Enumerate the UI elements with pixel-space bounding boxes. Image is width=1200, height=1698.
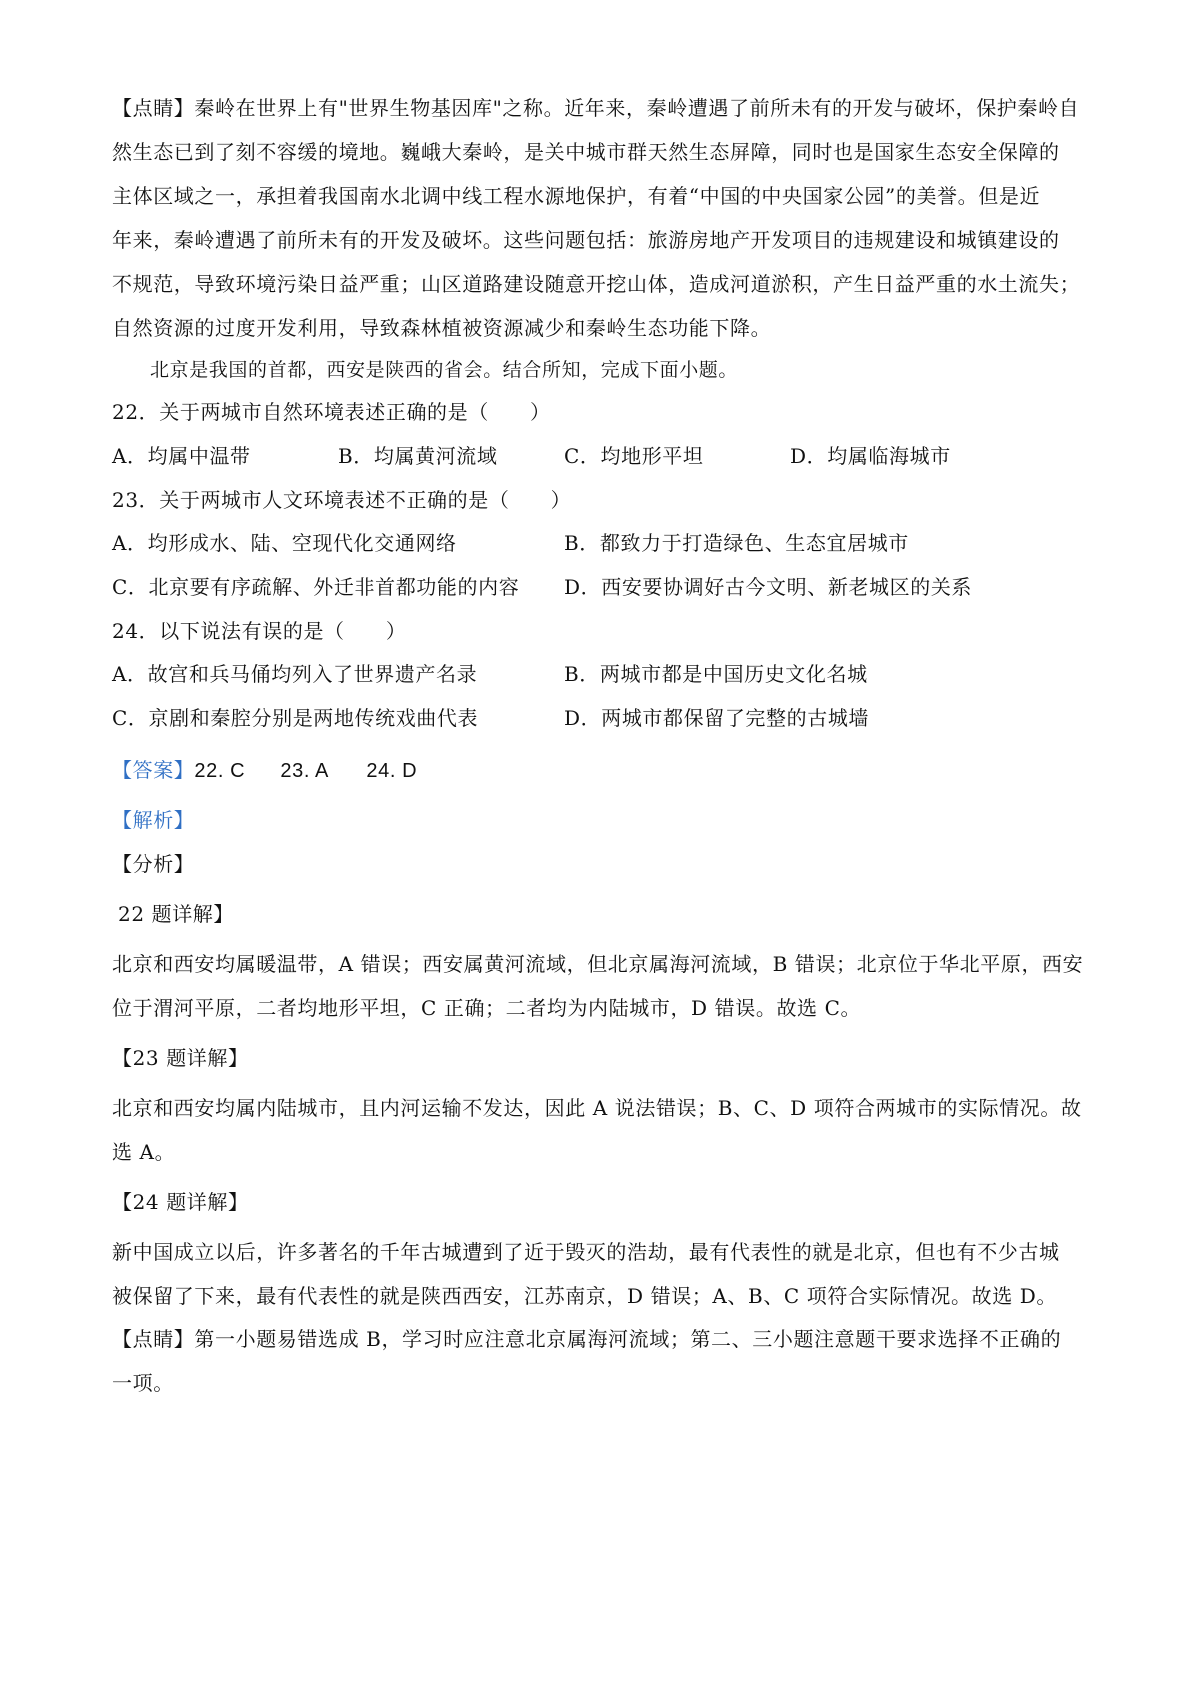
q24-option-a: A．故宫和兵马俑均列入了世界遗产名录 — [112, 662, 478, 686]
question-22-stem: 22．关于两城市自然环境表述正确的是（ ） — [112, 400, 551, 424]
q22-option-a: A．均属中温带 — [112, 444, 251, 468]
answer-24: 24. D — [366, 760, 418, 782]
dianjing2-line-1: 【点睛】第一小题易错选成 B，学习时应注意北京属海河流域；第二、三小题注意题干要求选择不正确的 — [112, 1327, 1062, 1351]
q23-option-a: A．均形成水、陆、空现代化交通网络 — [112, 531, 457, 555]
q22-option-b: B．均属黄河流域 — [338, 444, 498, 468]
question-24-stem: 24．以下说法有误的是（ ） — [112, 619, 407, 643]
dianjing1-line-1: 【点睛】秦岭在世界上有"世界生物基因库"之称。近年来，秦岭遭遇了前所未有的开发与破坏，保护秦岭自 — [112, 96, 1080, 120]
q24-option-d: D．两城市都保留了完整的古城墙 — [564, 706, 870, 730]
detail-23-line-1: 北京和西安均属内陆城市，且内河运输不发达，因此 A 说法错误；B、C、D 项符合两城市的实际情况。故 — [112, 1096, 1082, 1120]
detail-24-line-1: 新中国成立以后，许多著名的千年古城遭到了近于毁灭的浩劫，最有代表性的就是北京，但也有不少古城 — [112, 1240, 1060, 1264]
detail-24-line-2: 被保留了下来，最有代表性的就是陕西西安，江苏南京，D 错误；A、B、C 项符合实际情况。故选 D。 — [112, 1284, 1057, 1308]
dianjing2-line-2: 一项。 — [112, 1371, 174, 1395]
q23-option-c: C．北京要有序疏解、外迁非首都功能的内容 — [112, 575, 520, 599]
detail-23-line-2: 选 A。 — [112, 1140, 176, 1164]
material-intro: 北京是我国的首都，西安是陕西的省会。结合所知，完成下面小题。 — [150, 359, 739, 381]
detail-22-line-2: 位于渭河平原，二者均地形平坦，C 正确；二者均为内陆城市，D 错误。故选 C。 — [112, 996, 862, 1020]
detail-23-title: 【23 题详解】 — [112, 1046, 249, 1070]
q24-option-b: B．两城市都是中国历史文化名城 — [564, 662, 868, 686]
answer-line — [112, 756, 1102, 785]
q23-option-d: D．西安要协调好古今文明、新老城区的关系 — [564, 575, 973, 599]
detail-22-title: 22 题详解】 — [118, 902, 235, 926]
q24-option-c: C．京剧和秦腔分别是两地传统戏曲代表 — [112, 706, 479, 730]
answer-23: 23. A — [280, 760, 330, 782]
answer-22: 22. C — [194, 760, 246, 782]
detail-22-line-1: 北京和西安均属暖温带，A 错误；西安属黄河流域，但北京属海河流域，B 错误；北京位于华北平原，西安 — [112, 952, 1084, 976]
q22-option-d: D．均属临海城市 — [790, 444, 951, 468]
dianjing1-line-2: 然生态已到了刻不容缓的境地。巍峨大秦岭，是关中城市群天然生态屏障，同时也是国家生态安全保障的 — [112, 140, 1060, 164]
fenxi-label: 【分析】 — [112, 852, 195, 876]
dianjing1-line-4: 年来，秦岭遭遇了前所未有的开发及破坏。这些问题包括：旅游房地产开发项目的违规建设和城镇建设的 — [112, 228, 1060, 252]
dianjing1-line-5: 不规范，导致环境污染日益严重；山区道路建设随意开挖山体，造成河道淤积，产生日益严重的水土流失； — [112, 272, 1081, 296]
jiexi-label: 【解析】 — [112, 808, 195, 832]
dianjing1-line-6: 自然资源的过度开发利用，导致森林植被资源减少和秦岭生态功能下降。 — [112, 316, 772, 340]
q22-option-c: C．均地形平坦 — [564, 444, 704, 468]
dianjing1-line-3: 主体区域之一，承担着我国南水北调中线工程水源地保护，有着“中国的中央国家公园”的美誉。但是近 — [112, 184, 1041, 208]
detail-24-title: 【24 题详解】 — [112, 1190, 249, 1214]
answer-label: 【答案】 — [112, 758, 195, 782]
q23-option-b: B．都致力于打造绿色、生态宜居城市 — [564, 531, 909, 555]
question-23-stem: 23．关于两城市人文环境表述不正确的是（ ） — [112, 488, 572, 512]
